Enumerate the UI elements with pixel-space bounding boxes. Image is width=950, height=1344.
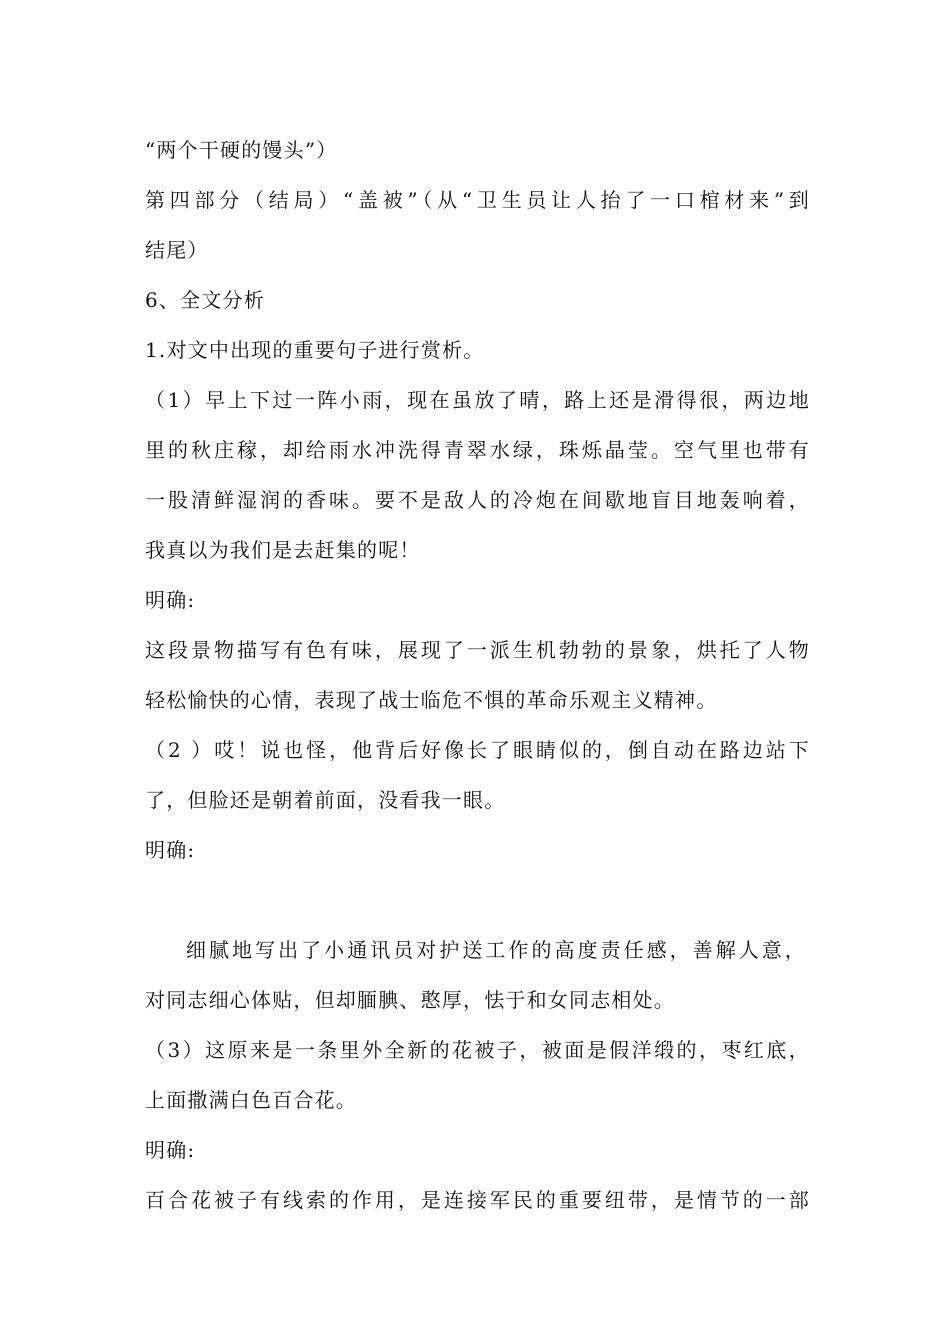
answer-1-line-2: 轻松愉快的心情，表现了战士临危不惧的革命乐观主义精神。 xyxy=(145,688,718,712)
text-line-quote-fragment: “两个干硬的馒头”） xyxy=(145,138,338,162)
answer-label-3: 明确: xyxy=(145,1138,196,1162)
answer-2-line-2: 对同志细心体贴，但却腼腆、憨厚，怯于和女同志相处。 xyxy=(145,988,675,1012)
quote-2-line-2: 了，但脸还是朝着前面，没看我一眼。 xyxy=(145,788,506,812)
section-heading-analysis: 6、全文分析 xyxy=(145,288,265,312)
quote-1-line-3: 一股清鲜湿润的香味。要不是敌人的冷炮在间歇地盲目地轰响着， xyxy=(145,488,810,512)
quote-1-line-1: （1）早上下过一阵小雨，现在虽放了晴，路上还是滑得很，两边地 xyxy=(145,388,810,412)
answer-label-1: 明确: xyxy=(145,588,196,612)
answer-1-line-1: 这段景物描写有色有味，展现了一派生机勃勃的景象，烘托了人物 xyxy=(145,638,810,662)
quote-1-line-4: 我真以为我们是去赶集的呢！ xyxy=(145,538,421,562)
text-line-part-four: 第四部分（结局）“盖被”（从“卫生员让人抬了一口棺材来”到 xyxy=(145,188,810,212)
answer-label-2: 明确: xyxy=(145,838,196,862)
answer-3-line-1: 百合花被子有线索的作用，是连接军民的重要纽带，是情节的一部 xyxy=(145,1188,810,1212)
quote-3-line-1: （3）这原来是一条里外全新的花被子，被面是假洋缎的，枣红底， xyxy=(145,1038,810,1062)
quote-3-line-2: 上面撒满白色百合花。 xyxy=(145,1088,357,1112)
quote-2-line-1: （2 ）哎！说也怪，他背后好像长了眼睛似的，倒自动在路边站下 xyxy=(145,738,810,762)
text-line-ending: 结尾） xyxy=(145,238,209,262)
quote-1-line-2: 里的秋庄稼，却给雨水冲洗得青翠水绿，珠烁晶莹。空气里也带有 xyxy=(145,438,810,462)
answer-2-line-1: 细腻地写出了小通讯员对护送工作的高度责任感，善解人意， xyxy=(186,938,806,962)
subheading-sentence-appreciation: 1.对文中出现的重要句子进行赏析。 xyxy=(145,338,485,362)
